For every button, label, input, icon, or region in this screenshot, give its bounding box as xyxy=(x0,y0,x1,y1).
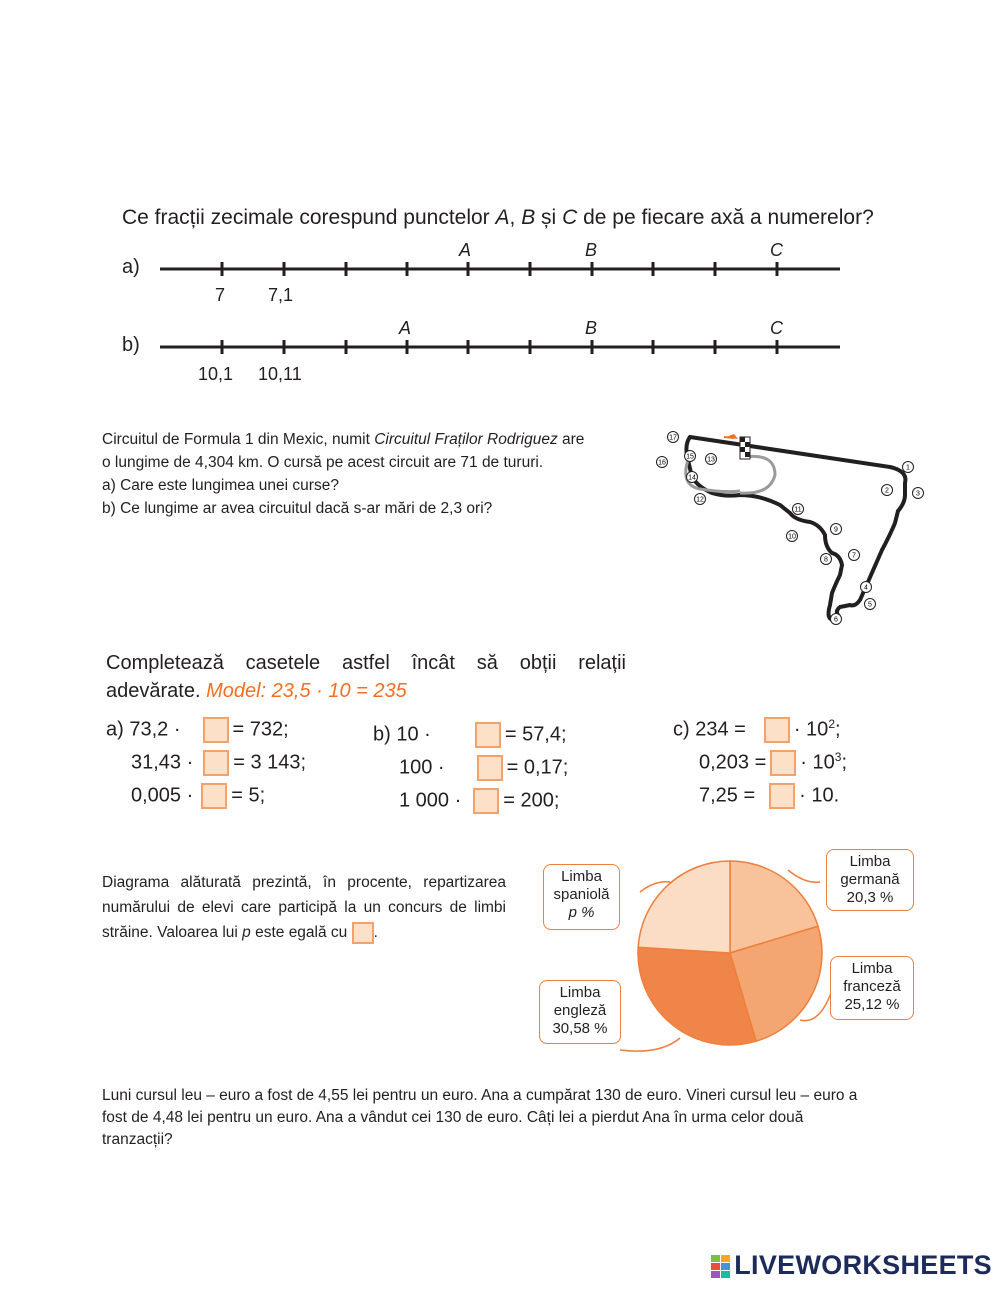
callout-germana: Limba germană 20,3 % xyxy=(826,849,914,911)
liveworksheets-logo xyxy=(711,1250,992,1281)
q3-b3-box[interactable] xyxy=(473,788,499,814)
turn-label-11: 11 xyxy=(794,506,802,514)
circuit-stadium-loop xyxy=(686,453,775,493)
q3-c3-box[interactable] xyxy=(769,783,795,809)
q3-a2: 31,43 · = 3 143; xyxy=(131,750,306,776)
q3-a3-box[interactable] xyxy=(201,783,227,809)
axis-b-point-C: C xyxy=(770,318,783,338)
connector-engleza xyxy=(620,1038,680,1051)
turn-label-3: 3 xyxy=(916,490,920,498)
q3-c3: 7,25 = · 10. xyxy=(699,783,839,809)
turn-label-12: 12 xyxy=(696,496,704,504)
q3-model: Model: 23,5 · 10 = 235 xyxy=(206,680,407,702)
q3-b2: 100 · = 0,17; xyxy=(399,755,568,781)
connector-germana xyxy=(788,870,820,882)
q5-text: Luni cursul leu – euro a fost de 4,55 lei pentru un euro. Ana a cumpărat 130 de euro. Vineri cursul leu – euro a fost de 4,48 lei pentru un euro. Ana a vândut cei 130 de euro. Câți lei a pierdut Ana în urma celor două tranzacții? xyxy=(102,1087,858,1148)
number-line-b xyxy=(150,333,850,363)
q3-c2: 0,203 = · $10^3$; xyxy=(699,750,847,776)
axis-a-point-C: C xyxy=(770,240,783,260)
turn-label-17: 17 xyxy=(669,434,677,442)
turn-label-7: 7 xyxy=(852,552,856,560)
turn-label-2: 2 xyxy=(885,487,889,495)
turn-label-10: 10 xyxy=(788,533,796,541)
turn-label-1: 1 xyxy=(906,464,910,472)
callout-engleza: Limba engleză 30,58 % xyxy=(539,980,621,1044)
q3-a2-box[interactable] xyxy=(203,750,229,776)
q3-c1: c) 234 = · $10^2$; xyxy=(673,717,841,743)
q3-c2-box[interactable] xyxy=(770,750,796,776)
turn-label-5: 5 xyxy=(868,601,872,609)
q2-line2: o lungime de 4,304 km. O cursă pe acest circuit are 71 de tururi. xyxy=(102,454,544,471)
circuit-track xyxy=(686,437,905,620)
q3-a1: a) 73,2 · = 732; xyxy=(106,717,289,743)
q3-a1-box[interactable] xyxy=(203,717,229,743)
turn-label-4: 4 xyxy=(864,584,868,592)
axis-b-point-B: B xyxy=(585,318,598,338)
axis-a-letter: a) xyxy=(122,256,140,278)
q4-answer-box[interactable] xyxy=(352,922,374,944)
q4-text: Diagrama alăturată prezintă, în procente, repartizarea numărului de elevi care participă la un concurs de limbi străine. Valoarea lui p este egală cu . xyxy=(102,870,506,945)
q3-b3: 1 000 · = 200; xyxy=(399,788,559,814)
q3-b1-box[interactable] xyxy=(475,722,501,748)
axis-a-tick-7: 7 xyxy=(215,285,226,305)
q3-a3: 0,005 · = 5; xyxy=(131,783,265,809)
turn-label-6: 6 xyxy=(834,616,838,624)
axis-a-tick-7-1: 7,1 xyxy=(268,285,294,305)
callout-franceza: Limba franceză 25,12 % xyxy=(830,956,914,1020)
turn-label-16: 16 xyxy=(658,459,666,467)
callout-spaniola: Limba spaniolă p % xyxy=(543,864,620,930)
q3-b1: b) 10 · = 57,4; xyxy=(373,722,567,748)
q1-title: Ce fracții zecimale corespund punctelor A, B și C de pe fiecare axă a numerelor? xyxy=(122,206,874,229)
turn-label-14: 14 xyxy=(688,474,696,482)
axis-b-tick-10-1: 10,1 xyxy=(198,364,234,384)
turn-label-9: 9 xyxy=(834,526,838,534)
q3-instruction: Completează casetele astfel încât să obții relații adevărate. Model: 23,5 · 10 = 235 xyxy=(106,652,626,702)
axis-b-letter: b) xyxy=(122,334,140,356)
circuit-map xyxy=(650,425,935,630)
axis-a-point-A: A xyxy=(459,240,472,260)
q2-text xyxy=(102,428,662,520)
axis-a-point-B: B xyxy=(585,240,598,260)
q2-line3: a) Care este lungimea unei curse? xyxy=(102,477,339,494)
turn-label-13: 13 xyxy=(707,456,715,464)
q2-line1: Circuitul de Formula 1 din Mexic, numit Circuitul Fraților Rodriguez are xyxy=(102,431,585,448)
q2-line4: b) Ce lungime ar avea circuitul dacă s-ar mări de 2,3 ori? xyxy=(102,500,493,517)
turn-label-15: 15 xyxy=(686,453,694,461)
q3-c1-box[interactable] xyxy=(764,717,790,743)
q3-b2-box[interactable] xyxy=(477,755,503,781)
number-line-a xyxy=(150,255,850,285)
liveworksheets-brand: LIVEWORKSHEETS xyxy=(734,1250,992,1280)
liveworksheets-icon xyxy=(711,1253,731,1281)
pie-slice-limba-spaniolă xyxy=(638,861,730,953)
axis-b-tick-10-11: 10,11 xyxy=(258,364,302,384)
axis-b-point-A: A xyxy=(399,318,412,338)
turn-label-8: 8 xyxy=(824,556,828,564)
